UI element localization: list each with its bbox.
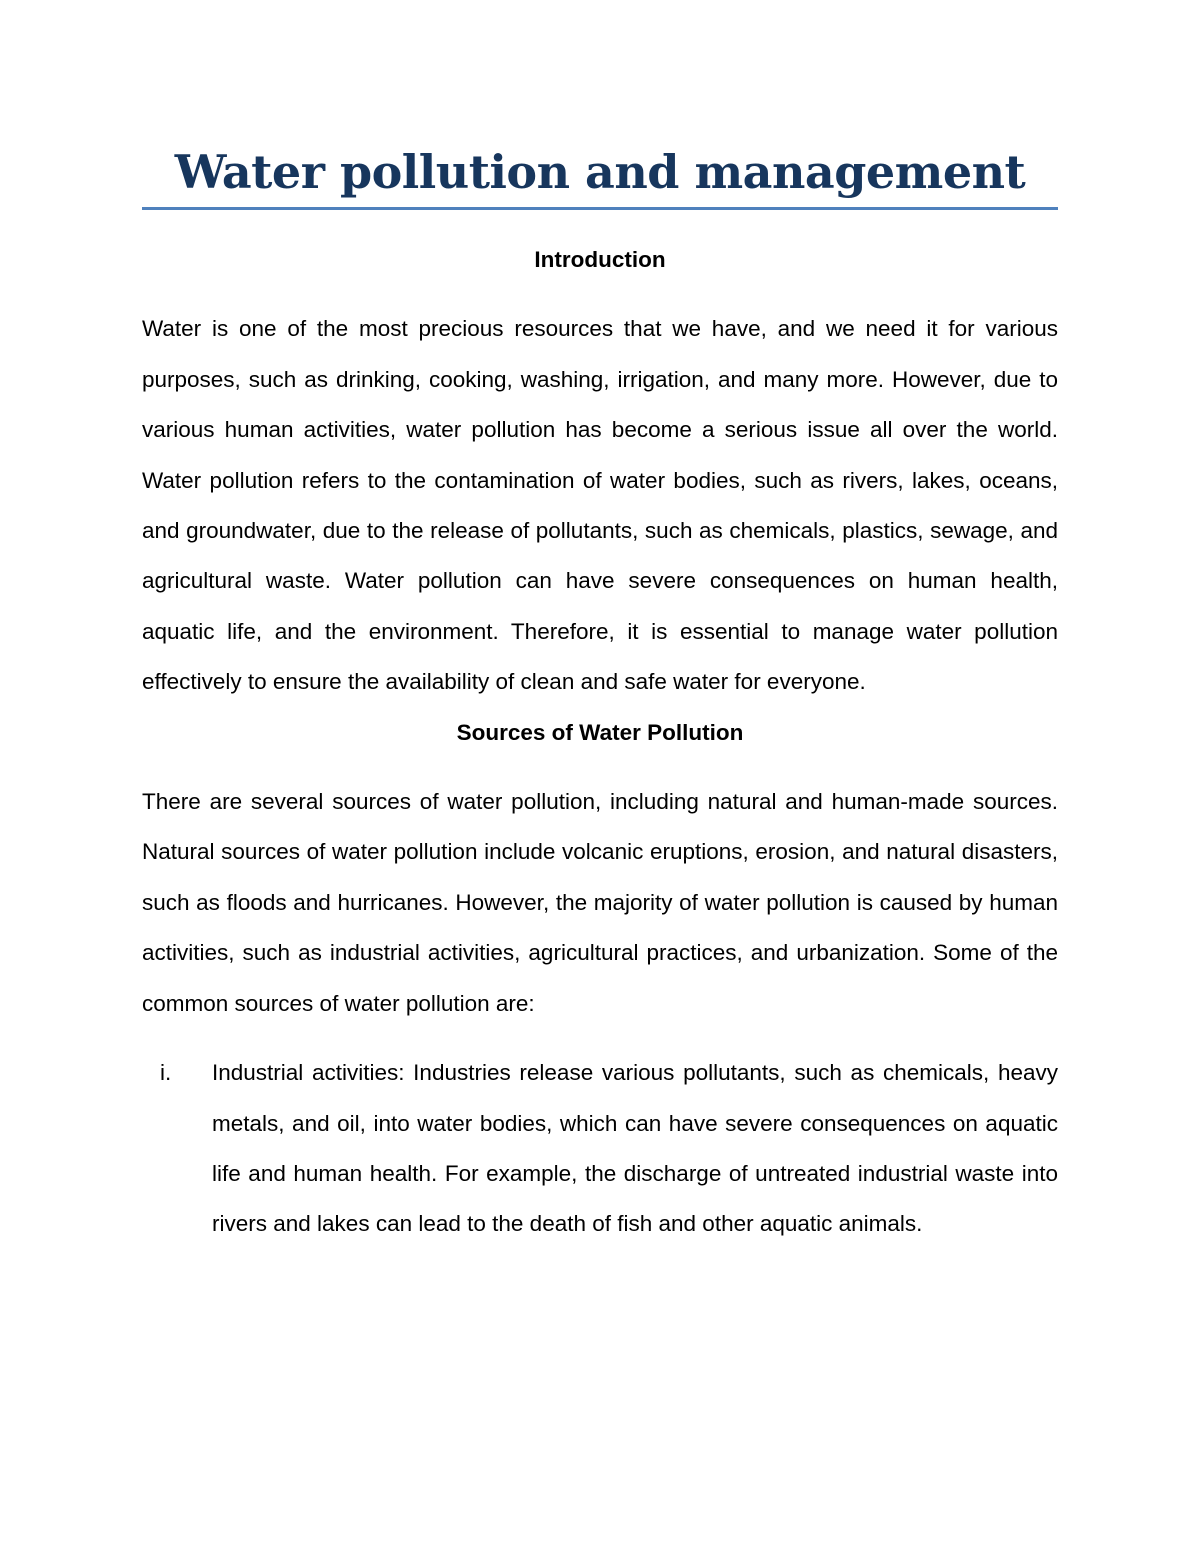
document-body bbox=[142, 235, 1058, 1250]
list-item-text: Industrial activities: Industries release various pollutants, such as chemicals, heavy metals, and oil, into water bodies, which can have severe consequences on aquatic life and human health. For example, the discharge of untreated industrial waste into rivers and lakes can lead to the death of fish and other aquatic animals. bbox=[212, 1060, 1058, 1237]
section-sources bbox=[142, 708, 1058, 1250]
document-title: Water pollution and management bbox=[174, 145, 1026, 199]
list-item bbox=[142, 1048, 1058, 1250]
section-heading: Sources of Water Pollution bbox=[456, 719, 744, 745]
paragraph: There are several sources of water pollution, including natural and human-made sources. Natural sources of water pollution include volcanic eruptions, erosion, and natural disasters, such as floods and hurricanes. However, the majority of water pollution is caused by human activities, such as industrial activities, agricultural practices, and urbanization. Some of the common sources of water pollution are: bbox=[142, 789, 1058, 1016]
section-heading: Introduction bbox=[534, 247, 666, 272]
list-marker: i. bbox=[160, 1060, 172, 1086]
title-underline bbox=[142, 207, 1058, 210]
paragraph: Water is one of the most precious resources that we have, and we need it for various purposes, such as drinking, cooking, washing, irrigation, and many more. However, due to various human activities, water pollution has become a serious issue all over the world. Water pollution refers to the contamination of water bodies, such as rivers, lakes, oceans, and groundwater, due to the release of pollutants, such as chemicals, plastics, sewage, and agricultural waste. Water pollution can have severe consequences on human health, aquatic life, and the environment. Therefore, it is essential to manage water pollution effectively to ensure the availability of clean and safe water for everyone. bbox=[142, 316, 1058, 695]
sources-list bbox=[142, 1048, 1058, 1250]
section-introduction bbox=[142, 235, 1058, 708]
